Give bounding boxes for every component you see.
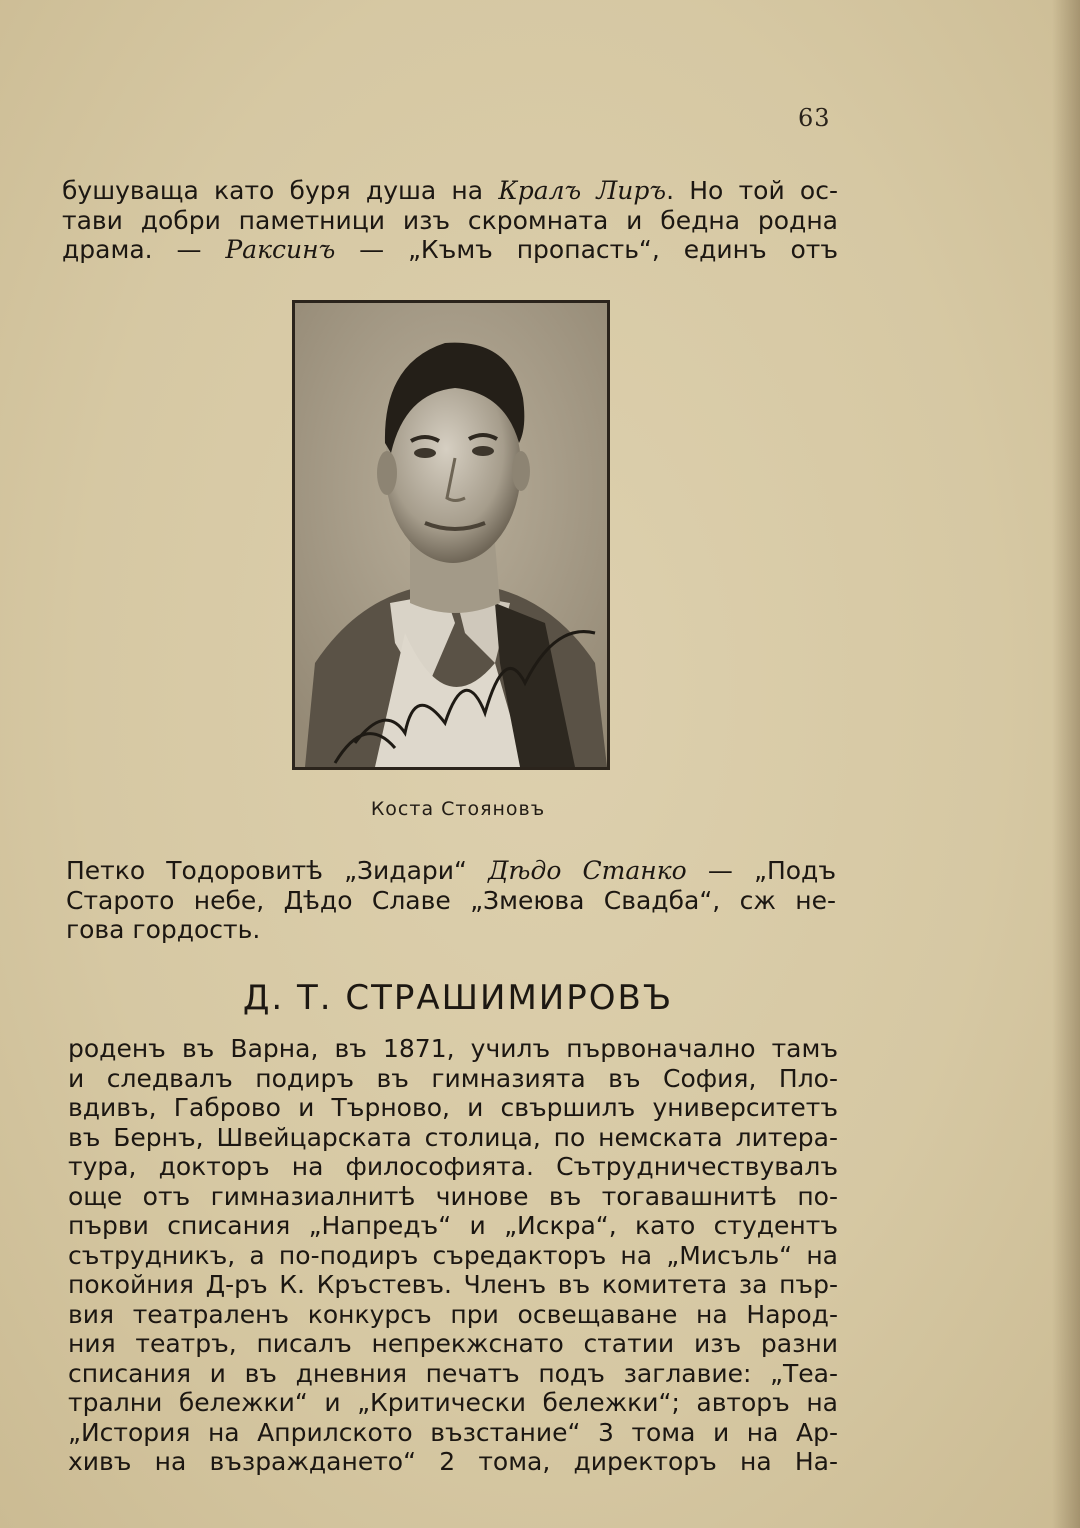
text-line: ния театръ, писалъ непрекжснато статии изъ разни bbox=[68, 1329, 838, 1358]
text-line: роденъ въ Варна, въ 1871, училъ първоначално тамъ bbox=[68, 1034, 838, 1063]
text-line bbox=[62, 176, 838, 206]
text-line: вия театраленъ конкурсъ при освещаване на Народ- bbox=[68, 1299, 838, 1329]
section-heading: Д. Т. СТРАШИМИРОВЪ bbox=[242, 978, 674, 1018]
portrait-illustration bbox=[295, 303, 607, 767]
text-line: още отъ гимназиалнитѣ чинове въ тогавашнитѣ по- bbox=[68, 1181, 838, 1211]
text-fragment: бушуваща като буря душа на bbox=[62, 176, 499, 205]
italic-title: Дѣдо Станко bbox=[488, 856, 687, 885]
text-fragment: — „Подъ bbox=[686, 856, 836, 885]
italic-name: Раксинъ bbox=[225, 235, 336, 264]
text-line: сътрудникъ, а по-подиръ съредакторъ на „Мисъль“ на bbox=[68, 1240, 838, 1270]
text-line: тави добри паметници изъ скромната и бедна родна bbox=[62, 205, 838, 235]
text-line: въ Бернъ, Швейцарската столица, по немската литера- bbox=[68, 1122, 838, 1152]
text-line: трални бележки“ и „Критически бележки“; авторъ на bbox=[68, 1388, 838, 1417]
text-line: гова гордость. bbox=[66, 915, 261, 944]
photo-caption: Коста Стояновъ bbox=[370, 798, 546, 820]
text-line: вдивъ, Габрово и Търново, и свършилъ университетъ bbox=[68, 1093, 838, 1122]
text-line: тура, докторъ на философията. Сътрудничествувалъ bbox=[68, 1152, 838, 1181]
biography-paragraph bbox=[68, 1034, 838, 1477]
middle-paragraph bbox=[66, 856, 836, 945]
text-fragment: — „Къмъ пропасть“, единъ отъ bbox=[335, 235, 839, 264]
text-line bbox=[66, 856, 836, 886]
text-line: Старото небе, Дѣдо Славе „Змеюва Свадба“, сж не- bbox=[66, 885, 836, 915]
text-line: „История на Априлското възстание“ 3 тома и на Ар- bbox=[68, 1417, 838, 1447]
top-paragraph bbox=[62, 176, 838, 265]
text-line: и следвалъ подиръ въ гимназията въ София, Пло- bbox=[68, 1063, 838, 1093]
text-fragment: Петко Тодоровитѣ „Зидари“ bbox=[66, 856, 489, 885]
text-line: хивъ на възраждането“ 2 тома, директоръ на На- bbox=[68, 1447, 838, 1476]
text-line: списания и въ дневния печатъ подъ заглавие: „Теа- bbox=[68, 1358, 838, 1388]
text-line: покойния Д-ръ К. Кръстевъ. Членъ въ комитета за пър- bbox=[68, 1270, 838, 1299]
text-fragment: драма. — bbox=[62, 235, 226, 264]
text-fragment: . Но той ос- bbox=[666, 176, 838, 205]
page-number: 63 bbox=[798, 104, 831, 132]
text-line: първи списания „Напредъ“ и „Искра“, като студентъ bbox=[68, 1211, 838, 1240]
page-edge-shadow bbox=[1052, 0, 1080, 1528]
text-line bbox=[62, 235, 838, 265]
portrait-photo bbox=[292, 300, 610, 770]
italic-title: Кралъ Лиръ bbox=[498, 176, 667, 205]
